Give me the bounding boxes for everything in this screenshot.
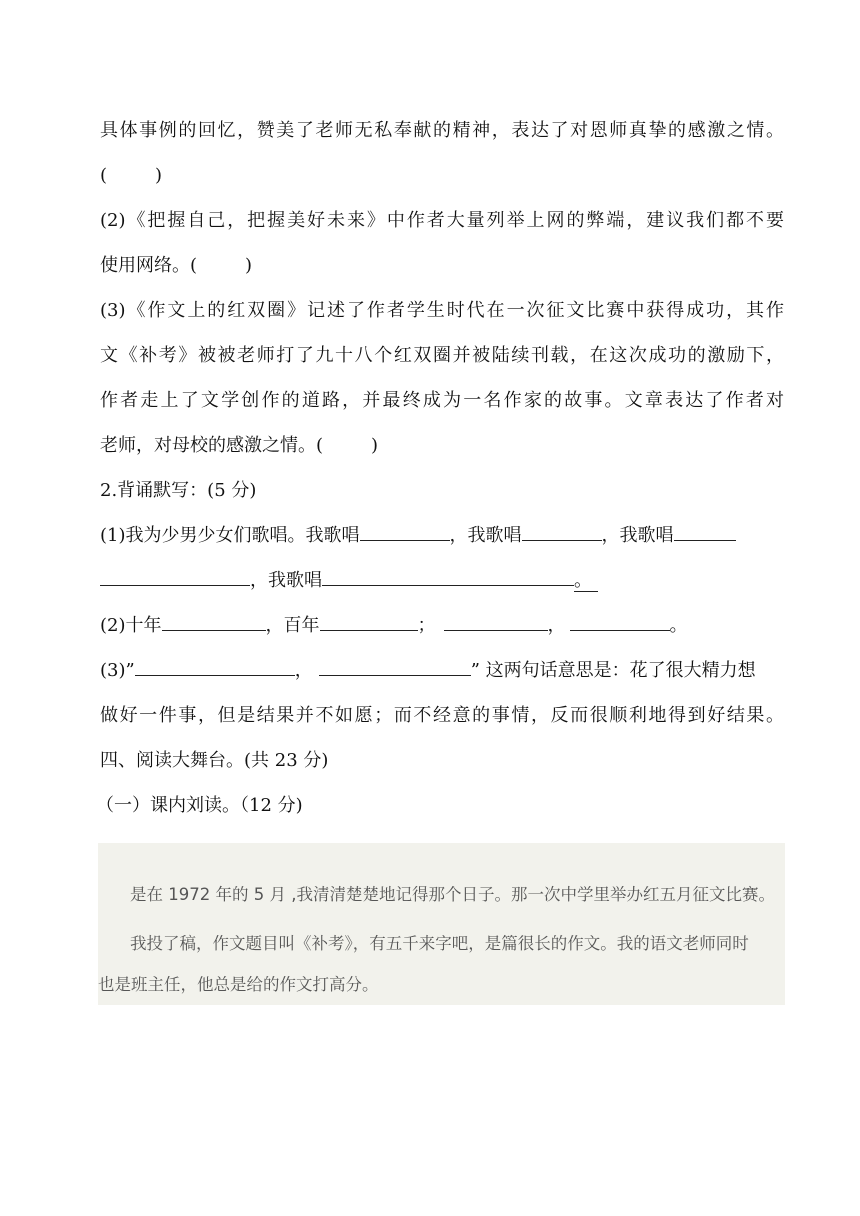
q2-part2 bbox=[100, 603, 784, 648]
q2-text: ，我歌唱 bbox=[250, 570, 322, 591]
fill-blank[interactable] bbox=[135, 649, 295, 676]
q1-text-6: 作者走上了文学创作的道路，并最终成为一名作家的故事。文章表达了作者对 bbox=[100, 390, 784, 411]
fill-blank[interactable] bbox=[570, 604, 670, 631]
q1-line-1b bbox=[100, 153, 784, 198]
q2-text: 。 bbox=[669, 615, 688, 636]
q1-line-3 bbox=[100, 243, 784, 288]
answer-paren-close: ) bbox=[371, 435, 379, 456]
q2-text: ； bbox=[417, 615, 436, 636]
fill-blank[interactable] bbox=[674, 514, 736, 541]
excerpt-paragraph-1: 是在 1972 年的 5 月 ,我清清楚楚地记得那个日子。那一次中学里举办红五月征文比赛。 bbox=[130, 885, 775, 904]
q2-part1-line1 bbox=[100, 513, 784, 558]
q2-part3-line2 bbox=[100, 693, 784, 738]
q1-text-4: (3)《作文上的红双圈》记述了作者学生时代在一次征文比赛中获得成功，其作 bbox=[100, 300, 784, 321]
q2-text: ， bbox=[547, 615, 566, 636]
fill-blank[interactable] bbox=[522, 514, 602, 541]
section-4-heading bbox=[100, 738, 784, 783]
fill-blank[interactable] bbox=[322, 559, 574, 586]
answer-paren-close: ) bbox=[155, 165, 163, 186]
q2-text: (1)我为少男少女们歌唱。我歌唱 bbox=[100, 525, 360, 546]
q1-line-4 bbox=[100, 288, 784, 333]
reading-excerpt-box bbox=[98, 843, 785, 1005]
fill-blank[interactable] bbox=[100, 559, 250, 586]
excerpt-paragraph-2-line-1: 我投了稿，作文题目叫《补考》，有五千来字吧，是篇很长的作文。我的语文老师同时 bbox=[130, 934, 749, 953]
q1-text-7: 老师，对母校的感激之情。( bbox=[100, 435, 324, 456]
section-heading-text: 四、阅读大舞台。(共 23 分) bbox=[100, 750, 329, 771]
answer-paren-open: ( bbox=[100, 165, 108, 186]
q2-text: ，百年 bbox=[265, 615, 320, 636]
q1-text-1: 具体事例的回忆，赞美了老师无私奉献的精神，表达了对恩师真挚的感激之情。 bbox=[100, 120, 784, 141]
q1-line-1 bbox=[100, 108, 784, 153]
q1-line-2 bbox=[100, 198, 784, 243]
q1-line-5 bbox=[100, 333, 784, 378]
q2-text: (3)” bbox=[100, 660, 135, 681]
q2-heading bbox=[100, 468, 784, 513]
q2-text: 做好一件事，但是结果并不如愿；而不经意的事情，反而很顺利地得到好结果。 bbox=[100, 705, 784, 726]
fill-blank[interactable] bbox=[319, 649, 471, 676]
fill-blank[interactable] bbox=[162, 604, 266, 631]
exam-page bbox=[96, 108, 784, 828]
excerpt-paragraph-2-line-2: 也是班主任，他总是给的作文打高分。 bbox=[98, 975, 379, 994]
answer-paren-close: ) bbox=[245, 255, 253, 276]
q1-line-6 bbox=[100, 378, 784, 423]
q2-text: ，我歌唱 bbox=[601, 525, 674, 546]
section-subheading-text: （一）课内刘读。（12 分) bbox=[96, 795, 303, 816]
fill-blank[interactable] bbox=[444, 604, 548, 631]
q2-part1-line2 bbox=[100, 558, 784, 603]
q2-text: ，我歌唱 bbox=[449, 525, 522, 546]
q1-text-2: (2)《把握自己，把握美好未来》中作者大量列举上网的弊端，建议我们都不要 bbox=[100, 210, 784, 231]
q2-text: 。 bbox=[574, 570, 598, 592]
q2-text: ， bbox=[294, 660, 313, 681]
q1-text-3: 使用网络。( bbox=[100, 255, 198, 276]
q2-text: (2)十年 bbox=[100, 615, 162, 636]
q2-text: ” 这两句话意思是：花了很大精力想 bbox=[470, 660, 756, 681]
q1-text-5: 文《补考》被被老师打了九十八个红双圈并被陆续刊载，在这次成功的激励下， bbox=[100, 345, 784, 366]
fill-blank[interactable] bbox=[360, 514, 450, 541]
q1-line-7 bbox=[100, 423, 784, 468]
q2-heading-text: 2.背诵默写：(5 分) bbox=[100, 480, 257, 501]
section-4-subheading bbox=[96, 783, 784, 828]
q2-part3-line1 bbox=[100, 648, 784, 693]
fill-blank[interactable] bbox=[320, 604, 418, 631]
